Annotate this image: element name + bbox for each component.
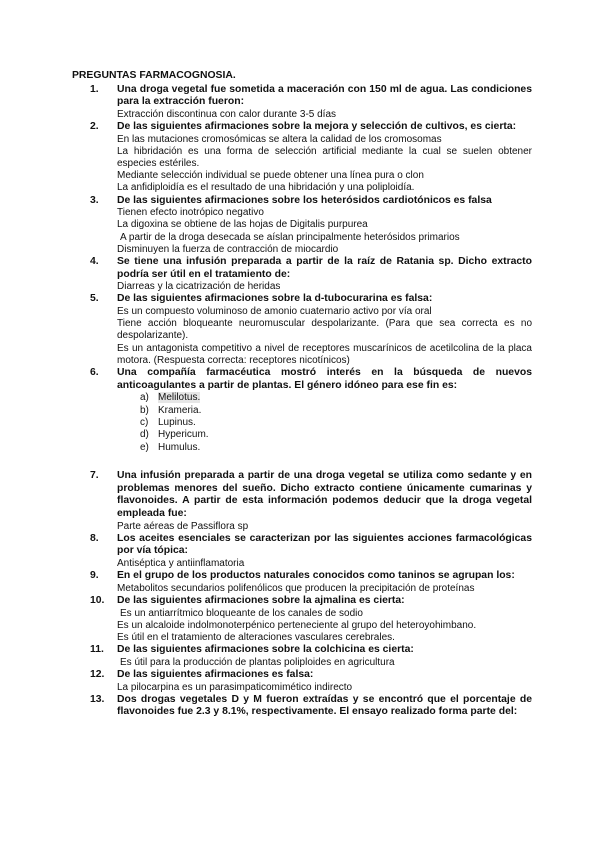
option-item — [140, 429, 532, 441]
option-letter: e) — [140, 441, 149, 453]
question-item — [72, 533, 532, 570]
option-item — [140, 442, 532, 454]
question-number: 5. — [90, 293, 99, 305]
answer-line: Es útil para la producción de plantas poliploides en agricultura — [120, 656, 395, 668]
option-letter: d) — [140, 429, 149, 441]
question-number: 8. — [90, 532, 99, 544]
answer-line: Tiene acción bloqueante neuromuscular despolarizante. (Para que sea correcta es no despolarizante). — [117, 318, 532, 342]
option-text: Melilotus. — [158, 392, 201, 404]
answer-line: La hibridación es una forma de selección artificial mediante la cual se suelen obtener especies estériles. — [117, 145, 532, 169]
answer-line: Es útil en el tratamiento de alteraciones vasculares cerebrales. — [117, 631, 395, 643]
option-list — [117, 392, 532, 454]
question-item — [72, 293, 532, 367]
question-item — [72, 470, 532, 533]
answer-line: La pilocarpina es un parasimpaticomimético indirecto — [117, 681, 353, 693]
question-text: De las siguientes afirmaciones es falsa: — [117, 668, 314, 680]
question-text: De las siguientes afirmaciones sobre la ajmalina es cierta: — [117, 594, 405, 606]
question-item — [72, 570, 532, 595]
question-number: 3. — [90, 194, 99, 206]
document-page — [72, 70, 532, 719]
question-item — [72, 256, 532, 293]
question-number: 4. — [90, 256, 99, 267]
answer-line: Metabolitos secundarios polifenólicos que producen la precipitación de proteínas — [117, 582, 475, 594]
option-text: Lupinus. — [158, 417, 196, 428]
answer-line: Diarreas y la cicatrización de heridas — [117, 281, 281, 293]
option-letter: c) — [140, 417, 149, 428]
option-letter: a) — [140, 392, 149, 404]
question-item — [72, 694, 532, 719]
option-text: Hypericum. — [158, 429, 209, 441]
question-list — [72, 84, 532, 719]
answer-line: Es un alcaloide indolmonoterpénico perteneciente al grupo del heteroyohimbano. — [117, 619, 477, 631]
question-number: 2. — [90, 120, 99, 132]
answer-line: Tienen efecto inotrópico negativo — [117, 207, 264, 219]
question-item — [72, 669, 532, 694]
answer-line: La digoxina se obtiene de las hojas de Digitalis purpurea — [117, 219, 368, 231]
answer-line: Parte aéreas de Passiflora sp — [117, 520, 249, 532]
answer-line: La anfidiploidía es el resultado de una hibridación y una poliploidía. — [117, 182, 415, 194]
question-text: Una compañía farmacéutica mostró interés en la búsqueda de nuevos anticoagulantes a partir de plantas. El género idóneo para ese fin es: — [117, 367, 532, 391]
question-number: 11. — [90, 644, 104, 656]
option-text: Humulus. — [158, 441, 201, 453]
answer-line: A partir de la droga desecada se aíslan principalmente heterósidos primarios — [120, 231, 460, 243]
question-item — [72, 84, 532, 121]
question-item — [72, 644, 532, 669]
answer-line: Es un antagonista competitivo a nivel de receptores muscarínicos de acetilcolina de la placa motora. (Respuesta correcta: receptores nicotínicos) — [117, 342, 532, 366]
section-gap — [72, 454, 532, 470]
question-text: Dos drogas vegetales D y M fueron extraídas y se encontró que el porcentaje de flavonoides fue 2.3 y 8.1%, respectivamente. El ensayo realizado forma parte del: — [117, 693, 532, 718]
question-number: 1. — [90, 83, 99, 95]
question-number: 9. — [90, 570, 99, 582]
question-item — [72, 121, 532, 195]
answer-line: En las mutaciones cromosómicas se altera la calidad de los cromosomas — [117, 133, 442, 145]
option-item — [140, 417, 532, 429]
answer-line: Es un antiarrítmico bloqueante de los canales de sodio — [120, 607, 363, 619]
question-item — [72, 195, 532, 256]
question-item — [72, 595, 532, 644]
answer-line: Es un compuesto voluminoso de amonio cuaternario activo por vía oral — [117, 305, 432, 317]
answer-line: Mediante selección individual se puede obtener una línea pura o clon — [117, 170, 424, 182]
option-text: Krameria. — [158, 404, 202, 416]
answer-line: Antiséptica y antiinflamatoria — [117, 557, 245, 569]
question-text: De las siguientes afirmaciones sobre los heterósidos cardiotónicos es falsa — [117, 194, 492, 206]
question-text: En el grupo de los productos naturales conocidos como taninos se agrupan los: — [117, 570, 515, 582]
answer-line: Disminuyen la fuerza de contracción de miocardio — [117, 243, 339, 255]
question-text: Una droga vegetal fue sometida a maceración con 150 ml de agua. Las condiciones para la extracción fueron: — [117, 83, 532, 108]
option-item — [140, 392, 532, 404]
option-letter: b) — [140, 404, 149, 416]
question-number: 12. — [90, 668, 105, 680]
document-title: PREGUNTAS FARMACOGNOSIA. — [72, 70, 236, 81]
question-text: De las siguientes afirmaciones sobre la mejora y selección de cultivos, es cierta: — [117, 120, 517, 132]
question-text: De las siguientes afirmaciones sobre la d-tubocurarina es falsa: — [117, 293, 433, 305]
question-item — [72, 367, 532, 454]
question-number: 13. — [90, 693, 105, 705]
question-number: 7. — [90, 470, 99, 482]
question-text: Los aceites esenciales se caracterizan por las siguientes acciones farmacológicas por vía tópica: — [117, 532, 532, 557]
question-text: Una infusión preparada a partir de una droga vegetal se utiliza como sedante y en problemas menores del sueño. Dicho extracto contiene únicamente cumarinas y flavonoides. A partir de esta información podemos deducir que la droga vegetal empleada fue: — [117, 470, 532, 519]
option-item — [140, 405, 532, 417]
question-number: 10. — [90, 594, 105, 606]
question-number: 6. — [90, 367, 99, 378]
answer-line: Extracción discontinua con calor durante 3-5 días — [117, 108, 337, 120]
question-text: De las siguientes afirmaciones sobre la colchicina es cierta: — [117, 644, 414, 656]
question-text: Se tiene una infusión preparada a partir de la raíz de Ratania sp. Dicho extracto podría ser útil en el tratamiento de: — [117, 256, 532, 280]
